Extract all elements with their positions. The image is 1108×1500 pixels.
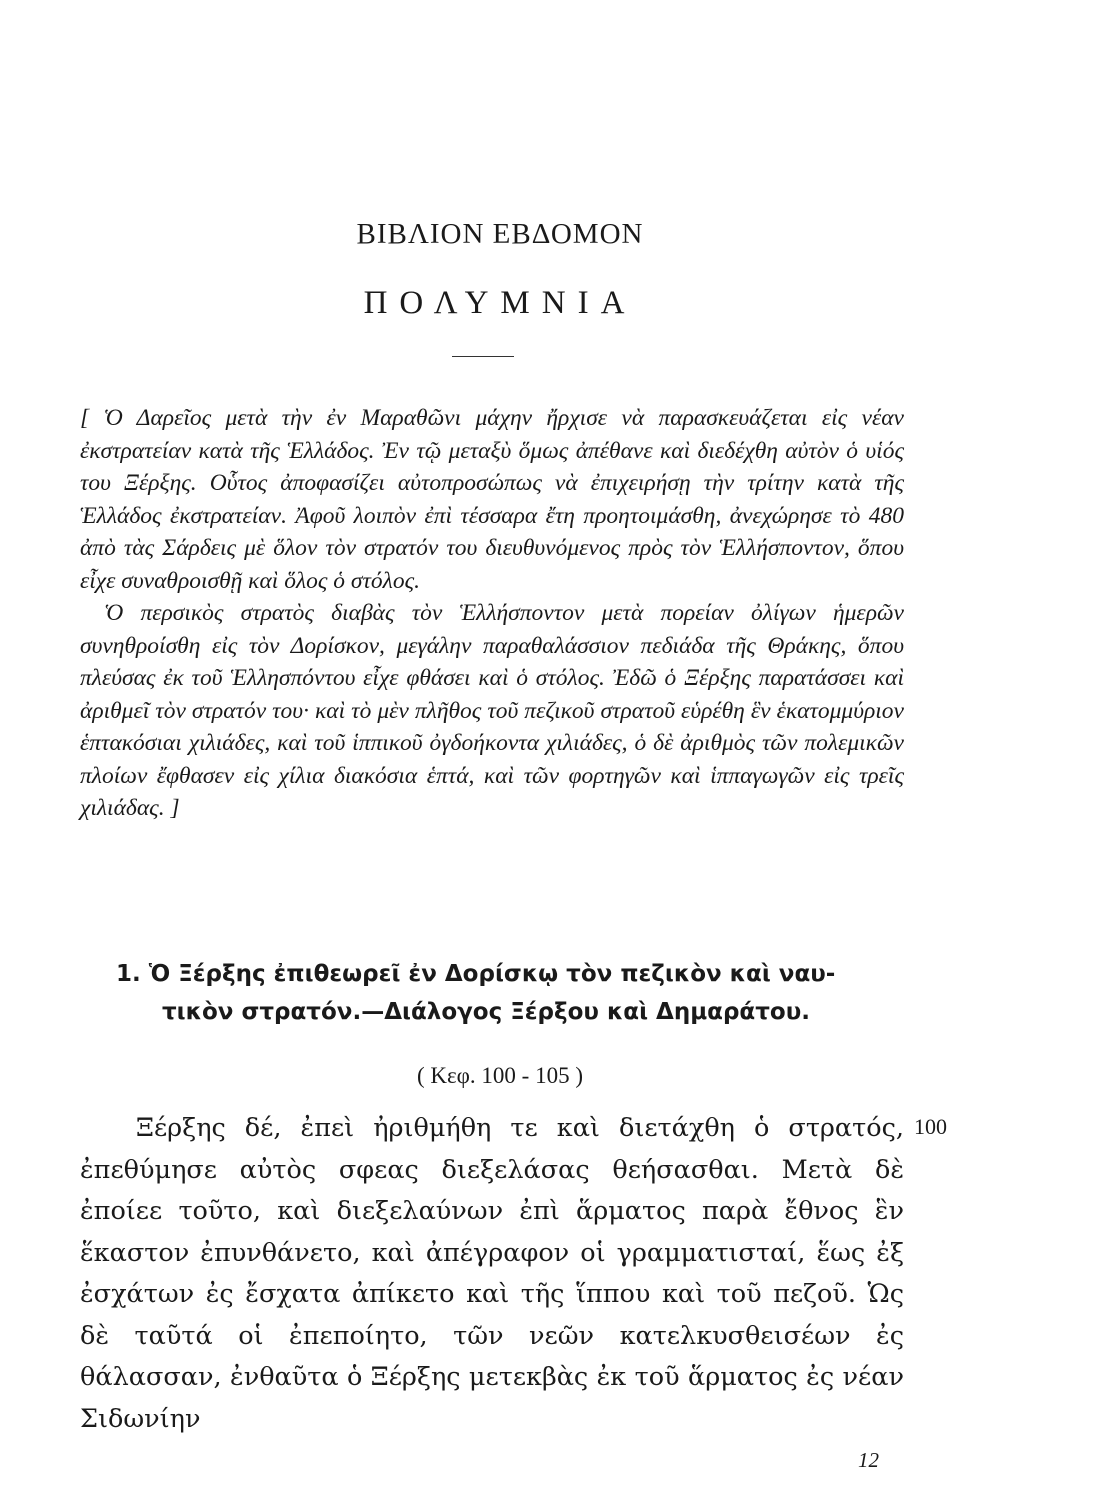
book-title: ΒΙΒΛΙΟΝ ΕΒΔΟΜΟΝ [356, 218, 644, 250]
margin-line-number: 100 [914, 1114, 947, 1139]
section-heading-line-2: τικὸν στρατόν.—Διάλογος Ξέρξου καὶ Δημαράτου. [162, 999, 810, 1025]
book-subtitle: ΠΟΛΥΜΝΙΑ [363, 285, 637, 321]
section-heading [116, 955, 916, 1031]
section-heading-line-1: 1. Ὁ Ξέρξης ἐπιθεωρεῖ ἐν Δορίσκῳ τὸν πεζικὸν καὶ ναυ- [116, 961, 836, 987]
chapter-reference: ( Κεφ. 100 - 105 ) [416, 1063, 584, 1088]
title-divider [452, 356, 514, 357]
summary-paragraph-2: Ὁ περσικὸς στρατὸς διαβὰς τὸν Ἑλλήσποντον μετὰ πορείαν ὀλίγων ἡμερῶν συνηθροίσθη εἰς τὸν Δορίσκον, μεγάλην παραθαλάσσιον πεδιάδα τῆς Θράκης, ὅπου πλεύσας ἐκ τοῦ Ἑλλησπόντου εἶχε φθάσει καὶ ὁ στόλος. Ἐδῶ ὁ Ξέρξης παρατάσσει καὶ ἀριθμεῖ τὸν στρατόν του· καὶ τὸ μὲν πλῆθος τοῦ πεζικοῦ στρατοῦ εὑρέθη ἓν ἑκατομμύριον ἑπτακόσιαι χιλιάδες, καὶ τοῦ ἱππικοῦ ὀγδοήκοντα χιλιάδες, ὁ δὲ ἀριθμὸς τῶν πολεμικῶν πλοίων ἔφθασεν εἰς χίλια διακόσια ἑπτά, καὶ τῶν φορτηγῶν καὶ ἱππαγωγῶν εἰς τρεῖς χιλιάδας. ] [80, 600, 904, 821]
summary-paragraph-1: [ Ὁ Δαρεῖος μετὰ τὴν ἐν Μαραθῶνι μάχην ἤρχισε νὰ παρασκευάζεται εἰς νέαν ἐκστρατείαν κατὰ τῆς Ἑλλάδος. Ἐν τῷ μεταξὺ ὅμως ἀπέθανε καὶ διεδέχθη αὐτὸν ὁ υἱός του Ξέρξης. Οὗτος ἀποφασίζει αὐτοπροσώπως νὰ ἐπιχειρήσῃ τὴν τρίτην κατὰ τῆς Ἑλλάδος ἐκστρατείαν. Ἀφοῦ λοιπὸν ἐπὶ τέσσαρα ἔτη προητοιμάσθη, ἀνεχώρησε τὸ 480 ἀπὸ τὰς Σάρδεις μὲ ὅλον τὸν στρατόν του διευθυνόμενος πρὸς τὸν Ἑλλήσποντον, ὅπου εἶχε συναθροισθῇ καὶ ὅλος ὁ στόλος. [80, 405, 904, 594]
summary-block [80, 402, 904, 825]
page-number: 12 [858, 1448, 879, 1472]
main-text: Ξέρξης δέ, ἐπεὶ ἠριθμήθη τε καὶ διετάχθη ὁ στρατός, ἐπεθύμησε αὐτὸς σφεας διεξελάσας θεήσασθαι. Μετὰ δὲ ἐποίεε τοῦτο, καὶ διεξελαύνων ἐπὶ ἅρματος παρὰ ἔθνος ἓν ἕκαστον ἐπυνθάνετο, καὶ ἀπέγραφον οἱ γραμματισταί, ἕως ἐξ ἐσχάτων ἐς ἔσχατα ἀπίκετο καὶ τῆς ἵππου καὶ τοῦ πεζοῦ. Ὡς δὲ ταῦτά οἱ ἐπεποίητο, τῶν νεῶν κατελκυσθεισέων ἐς θάλασσαν, ἐνθαῦτα ὁ Ξέρξης μετεκβὰς ἐκ τοῦ ἅρματος ἐς νέαν Σιδωνίην [80, 1113, 904, 1434]
